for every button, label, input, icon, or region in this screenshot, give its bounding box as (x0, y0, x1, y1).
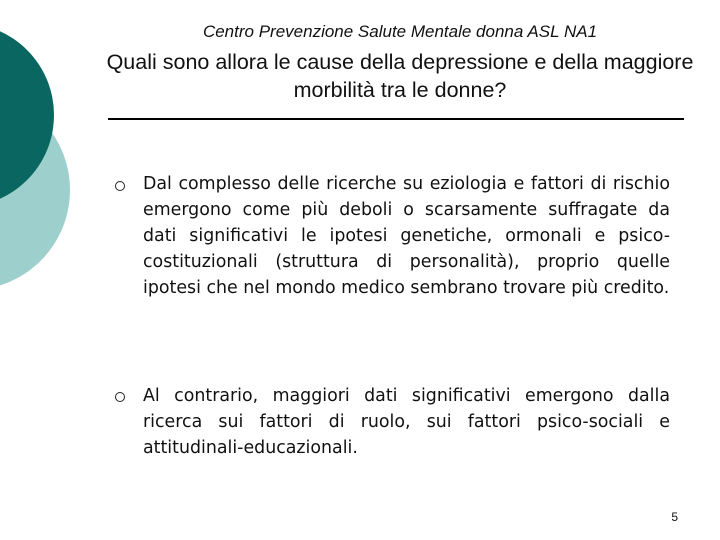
slide-title: Quali sono allora le cause della depressione e della maggiore morbilità tra le donne? (106, 50, 694, 102)
title-divider (108, 118, 684, 120)
bullet-text-2: Al contrario, maggiori dati significativi emergono dalla ricerca sui fattori di ruolo, sui fattori psico-sociali e attitudinali-educazionali. (143, 386, 670, 458)
bullet-icon (114, 391, 128, 405)
bullet-icon (114, 180, 128, 194)
decorative-circles (0, 0, 120, 300)
slide-subtitle: Centro Prevenzione Salute Mentale donna ASL NA1 (202, 22, 598, 41)
bullet-text-1: Dal complesso delle ricerche su eziologia e fattori di rischio emergono come più deboli o scarsamente suffragate da dati significativi le ipotesi genetiche, ormonali e psico-costituzionali (struttura di personalità), proprio quelle ipotesi che nel mondo medico sembrano trovare più credito. (143, 174, 670, 298)
page-number: 5 (671, 510, 678, 524)
